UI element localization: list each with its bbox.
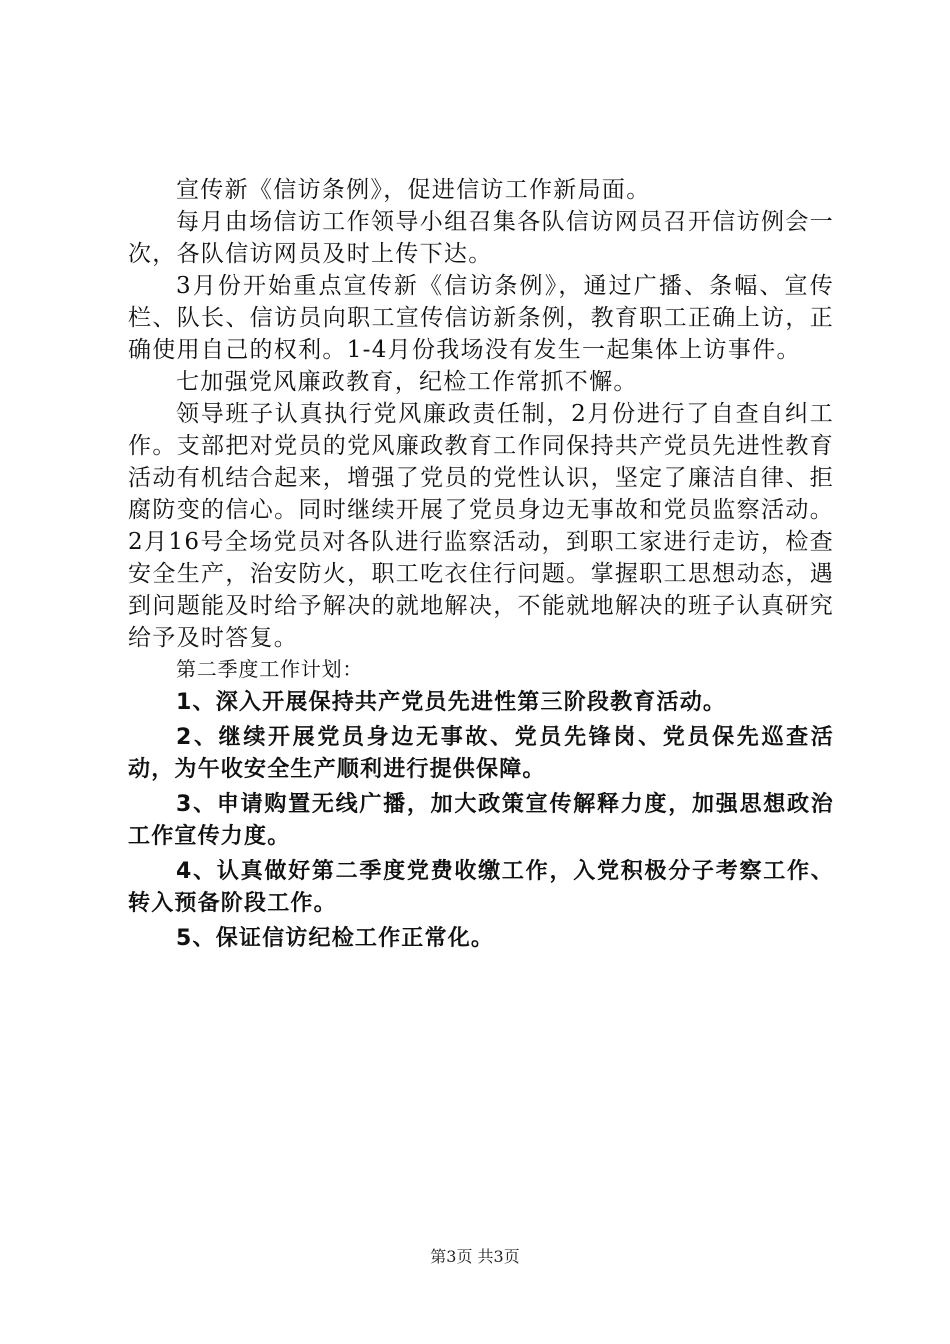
plan-item-1: 1、深入开展保持共产党员先进性第三阶段教育活动。 — [176, 690, 727, 715]
section-heading-integrity: 七加强党风廉政教育，纪检工作常抓不懈。 — [176, 369, 638, 395]
paragraph-monthly-meeting: 每月由场信访工作领导小组召集各队信访网员召开信访例会一次，各队信访网员及时上传下达。 — [128, 209, 834, 267]
paragraph-petition-promotion: 宣传新《信访条例》，促进信访工作新局面。 — [176, 177, 651, 203]
section-heading-q2-plan: 第二季度工作计划： — [176, 657, 364, 681]
plan-item-3: 3、申请购置无线广播，加大政策宣传解释力度，加强思想政治工作宣传力度。 — [128, 792, 834, 849]
document-body — [128, 174, 834, 955]
plan-item-4: 4、认真做好第二季度党费收缴工作，入党积极分子考察工作、转入预备阶段工作。 — [128, 859, 834, 916]
plan-item-5: 5、保证信访纪检工作正常化。 — [176, 926, 495, 951]
paragraph-integrity-work: 领导班子认真执行党风廉政责任制，2月份进行了自查自纠工作。支部把对党员的党风廉政教育工作同保持共产党员先进性教育活动有机结合起来，增强了党员的党性认识，坚定了廉洁自律、拒腐防变的信心。同时继续开展了党员身边无事故和党员监察活动。2月16号全场党员对各队进行监察活动，到职工家进行走访，检查安全生产，治安防火，职工吃衣住行问题。掌握职工思想动态，遇到问题能及时给予解决的就地解决，不能就地解决的班子认真研究给予及时答复。 — [128, 401, 834, 651]
page-number-footer: 第3页 共3页 — [430, 1247, 520, 1266]
paragraph-march-campaign: 3月份开始重点宣传新《信访条例》，通过广播、条幅、宣传栏、队长、信访员向职工宣传信访新条例，教育职工正确上访，正确使用自己的权利。1-4月份我场没有发生一起集体上访事件。 — [128, 273, 834, 363]
plan-item-2: 2、继续开展党员身边无事故、党员先锋岗、党员保先巡查活动，为午收安全生产顺利进行提供保障。 — [128, 725, 834, 782]
